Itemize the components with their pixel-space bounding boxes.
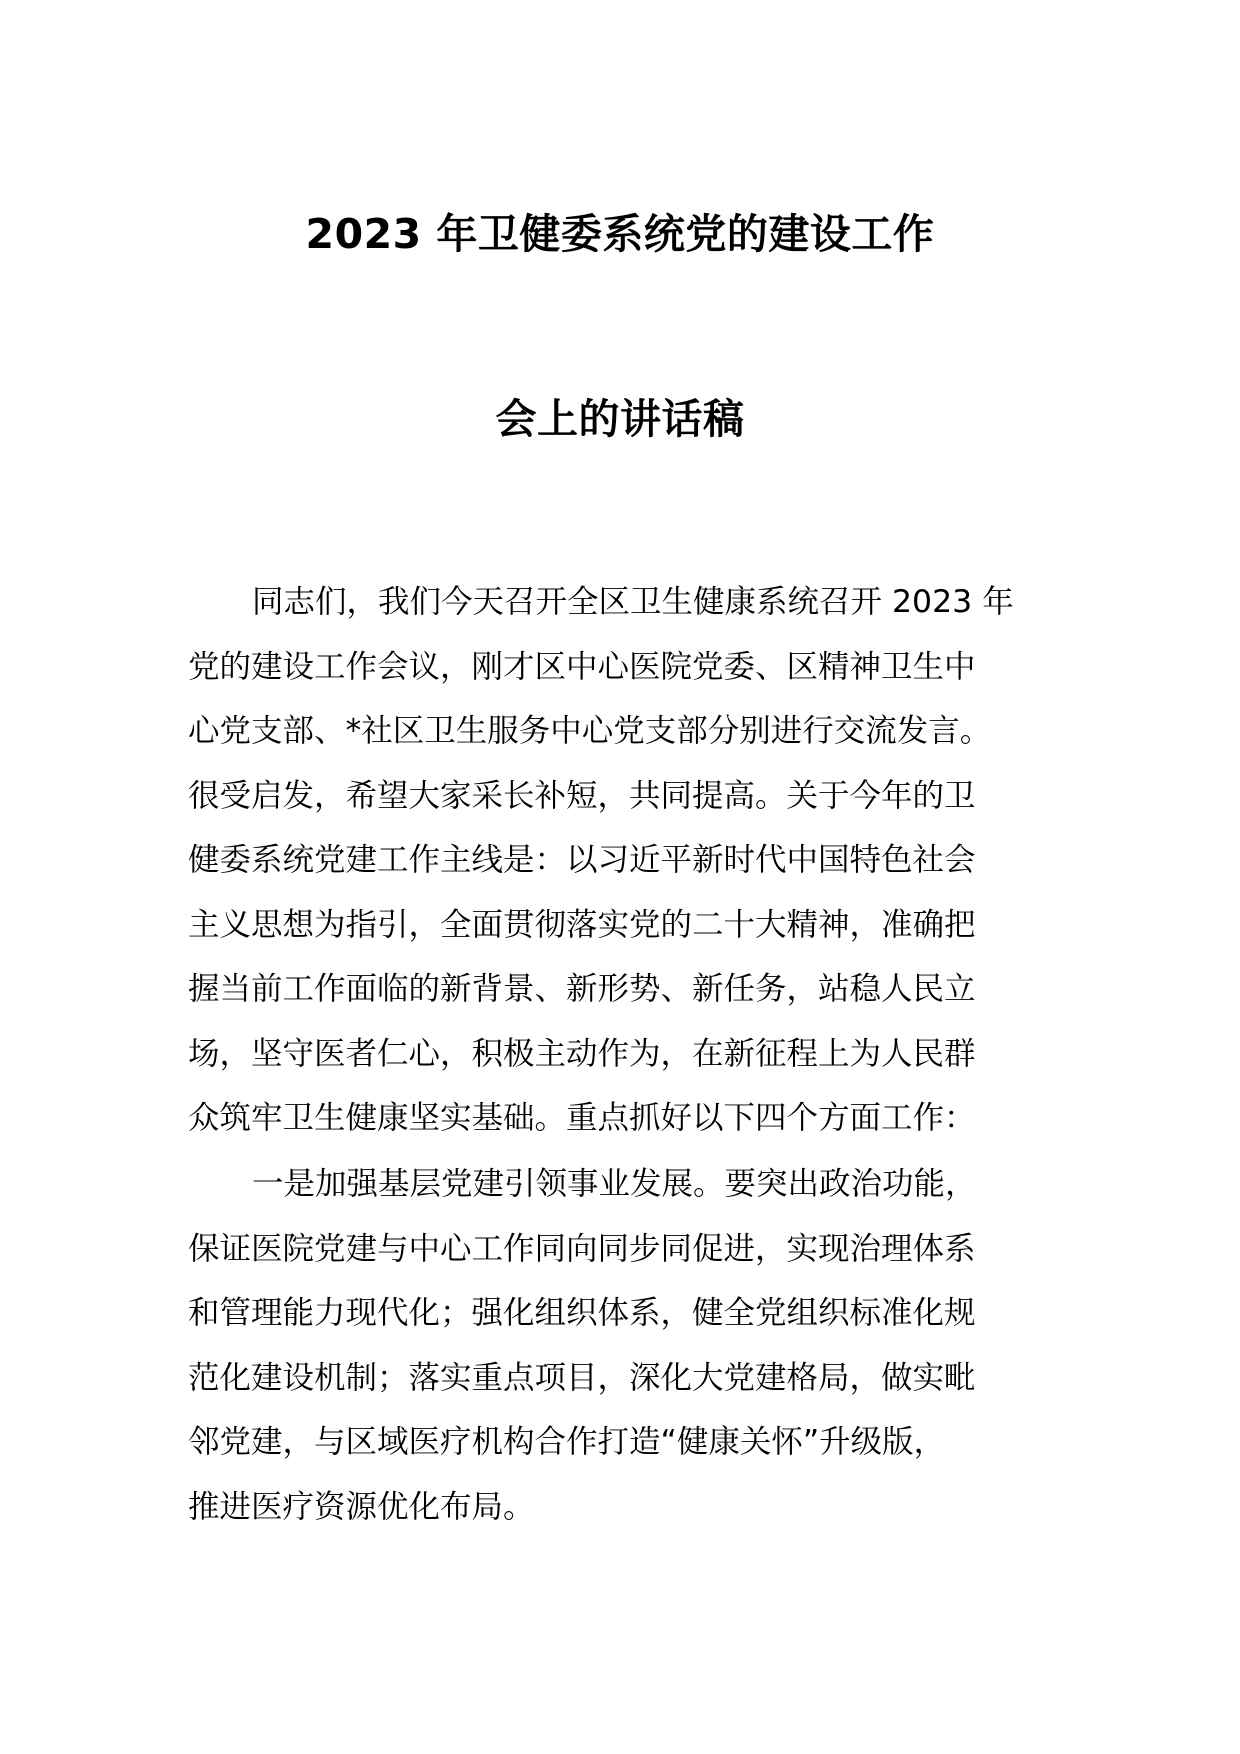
document-title-line-1: 2023 年卫健委系统党的建设工作 <box>305 210 935 258</box>
paragraph-1 <box>188 570 1048 1151</box>
paragraph-line: 主义思想为指引，全面贯彻落实党的二十大精神，准确把 <box>188 906 976 943</box>
paragraph-line: 一是加强基层党建引领事业发展。要突出政治功能， <box>252 1166 977 1202</box>
paragraph-line: 健委系统党建工作主线是：以习近平新时代中国特色社会 <box>188 842 976 878</box>
paragraph-line: 场，坚守医者仁心，积极主动作为，在新征程上为人民群 <box>188 1035 976 1072</box>
paragraph-line: 握当前工作面临的新背景、新形势、新任务，站稳人民立 <box>188 971 976 1007</box>
paragraph-line: 邻党建，与区域医疗机构合作打造“健康关怀”升级版， <box>188 1424 946 1460</box>
document-title-line-2: 会上的讲话稿 <box>495 395 745 443</box>
paragraph-line: 保证医院党建与中心工作同向同步同促进，实现治理体系 <box>188 1230 976 1267</box>
paragraph-line: 和管理能力现代化；强化组织体系，健全党组织标准化规 <box>188 1295 976 1331</box>
paragraph-line: 党的建设工作会议，刚才区中心医院党委、区精神卫生中 <box>188 648 976 685</box>
paragraph-line: 同志们，我们今天召开全区卫生健康系统召开 2023 年 <box>252 584 1014 620</box>
paragraph-2 <box>188 1152 1048 1539</box>
paragraph-line: 众筑牢卫生健康坚实基础。重点抓好以下四个方面工作： <box>188 1100 976 1136</box>
paragraph-line: 很受启发，希望大家采长补短，共同提高。关于今年的卫 <box>188 777 976 814</box>
paragraph-line: 范化建设机制；落实重点项目，深化大党建格局，做实毗 <box>188 1359 976 1396</box>
paragraph-line: 推进医疗资源优化布局。 <box>188 1488 535 1525</box>
paragraph-line: 心党支部、*社区卫生服务中心党支部分别进行交流发言。 <box>188 713 992 749</box>
